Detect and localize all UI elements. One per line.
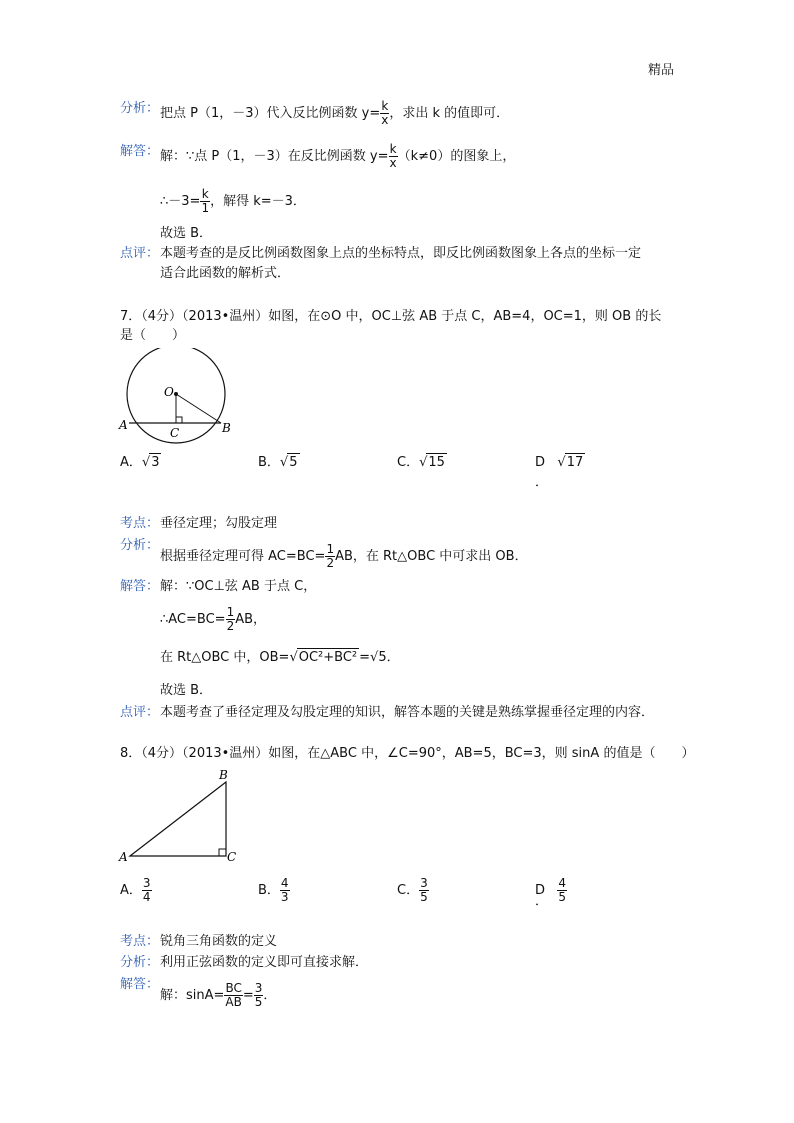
option-key: A． [120,455,142,470]
answer-label: 解答： [120,977,160,992]
q6-answer-text-end: ，解得 k=－3． [210,194,306,209]
right-angle-mark [219,849,226,856]
fraction-numerator: 4 [558,876,567,890]
analysis-label: 分析： [120,101,160,116]
fraction-three-fifths [254,982,264,1009]
fraction-one-half [226,606,236,633]
label-c: C [170,426,180,440]
q6-analysis [160,100,509,127]
triangle-abc [130,782,226,856]
fraction-denominator: 5 [558,890,567,904]
q7-comment: 本题考查了垂径定理及勾股定理的知识，解答本题的关键是熟练掌握垂径定理的内容． [160,705,655,720]
option-key: C． [397,455,420,470]
fraction-k-over-x [380,100,389,127]
option-key: D [535,455,546,470]
q7-answer-text-end: =√5． [359,650,400,665]
comment-label: 点评： [120,705,160,720]
q8-answer-text: 解：sinA= [160,988,225,1003]
q7-analysis-text: 根据垂径定理可得 AC=BC= [160,549,326,564]
option-key: B． [258,883,280,898]
q7-stem-line-1: 7．（4分）（2013•温州）如图，在⊙O 中，OC⊥弦 AB 于点 C，AB=4，OC=1，则 OB 的长 [120,309,662,324]
fraction-k-over-x [389,143,398,170]
fraction-numerator: k [201,187,209,201]
q7-answer-text: ∴AC=BC= [160,612,226,627]
option-key: A． [120,883,142,898]
q7-option-d-dot: ． [535,475,549,490]
fraction-denominator: AB [225,995,242,1009]
point-label: 考点： [120,516,160,531]
q6-analysis-text: 把点 P（1，－3）代入反比例函数 y= [160,106,381,121]
q6-answer-text: ∴－3= [160,194,201,209]
q6-choose: 故选 B． [160,226,213,241]
fraction-numerator: 3 [420,876,428,890]
q6-answer-line-2 [160,188,306,215]
segment-ob [176,394,221,423]
fraction-denominator: 2 [326,556,335,570]
q6-comment-line-2: 适合此函数的解析式． [160,266,291,281]
q8-triangle-figure [115,765,245,865]
equals-sign: = [242,988,254,1003]
option-fraction [557,877,567,904]
q7-option-d[interactable]: D √17 [535,455,584,470]
fraction-bc-over-ab [224,982,242,1009]
fraction-numerator: 1 [226,605,235,619]
q7-circle-figure [115,348,245,444]
q7-answer-line-1: 解：∵OC⊥弦 AB 于点 C， [160,579,317,594]
q7-answer-text-end: AB， [235,612,267,627]
option-fraction [142,877,152,904]
radicand: OC²+BC² [298,650,358,665]
fraction-numerator: 3 [254,981,263,995]
q7-point: 垂径定理；勾股定理 [160,516,278,531]
point-label: 考点： [120,934,160,949]
fraction-numerator: 1 [326,542,335,556]
answer-label: 解答： [120,579,160,594]
fraction-numerator: BC [225,981,242,995]
fraction-numerator: 4 [280,876,289,890]
answer-label: 解答： [120,144,160,159]
q6-answer-text: 解：∵点 P（1，－3）在反比例函数 y= [160,149,389,164]
center-point [174,392,178,396]
fraction-numerator: 3 [142,876,151,890]
q7-option-c[interactable]: C．√15 [397,455,445,470]
q7-answer-line-2 [160,606,266,633]
option-fraction [280,877,290,904]
q8-stem: 8．（4分）（2013•温州）如图，在△ABC 中，∠C=90°，AB=5，BC=3，则 sinA 的值是（ ） [120,746,695,761]
q7-choose: 故选 B． [160,683,213,698]
q8-option-a[interactable] [120,877,152,904]
label-a: A [119,418,128,432]
q8-point: 锐角三角函数的定义 [160,934,278,949]
q6-answer-line-1 [160,143,515,170]
analysis-label: 分析： [120,538,160,553]
fraction-denominator: x [389,156,397,170]
fraction-denominator: x [381,113,389,127]
fraction-numerator: k [381,99,389,113]
q7-option-b[interactable]: B．√5 [258,455,298,470]
q7-answer-text: 在 Rt△OBC 中，OB= [160,650,290,665]
q8-answer-line-1 [160,982,276,1009]
sentence-end: ． [263,988,277,1003]
fraction-denominator: 5 [420,890,428,904]
option-value: 17 [566,455,584,470]
q7-stem-line-2: 是（ ） [120,328,186,343]
fraction-numerator: k [389,142,397,156]
q6-answer-text-end: （k≠0）的图象上， [397,149,516,164]
comment-label: 点评： [120,246,160,261]
label-c: C [227,850,237,864]
fraction-denominator: 4 [142,890,151,904]
fraction-k-over-1 [200,188,210,215]
analysis-label: 分析： [120,955,160,970]
label-o: O [164,385,174,399]
option-key: C． [397,883,420,898]
q6-comment-line-1: 本题考查的是反比例函数图象上点的坐标特点，即反比例函数图象上各点的坐标一定 [160,246,642,261]
option-key: D [535,883,546,898]
label-b: B [219,768,228,782]
q8-option-b[interactable] [258,877,290,904]
q8-option-c[interactable] [397,877,429,904]
fraction-denominator: 5 [254,995,263,1009]
fraction-denominator: 1 [201,201,210,215]
option-value: 15 [428,455,445,470]
q6-analysis-text-end: ，求出 k 的值即可． [389,106,510,121]
q7-answer-line-3: 在 Rt△OBC 中，OB=√OC²+BC² =√5． [160,650,400,665]
q7-option-a[interactable]: A．√3 [120,455,160,470]
fraction-denominator: 2 [226,619,235,633]
fraction-denominator: 3 [280,890,289,904]
option-fraction [419,877,429,904]
q7-analysis [160,543,528,570]
page-brand: 精品 [648,63,675,78]
q8-analysis: 利用正弦函数的定义即可直接求解． [160,955,369,970]
fraction-one-half [325,543,335,570]
right-angle-mark [176,417,182,423]
q8-option-d-dot: ． [535,894,549,909]
option-key: B． [258,455,280,470]
option-value: 5 [289,455,298,470]
q7-analysis-text-end: AB，在 Rt△OBC 中可求出 OB． [335,549,528,564]
label-a: A [119,850,128,864]
option-value: 3 [151,455,160,470]
label-b: B [222,421,231,435]
